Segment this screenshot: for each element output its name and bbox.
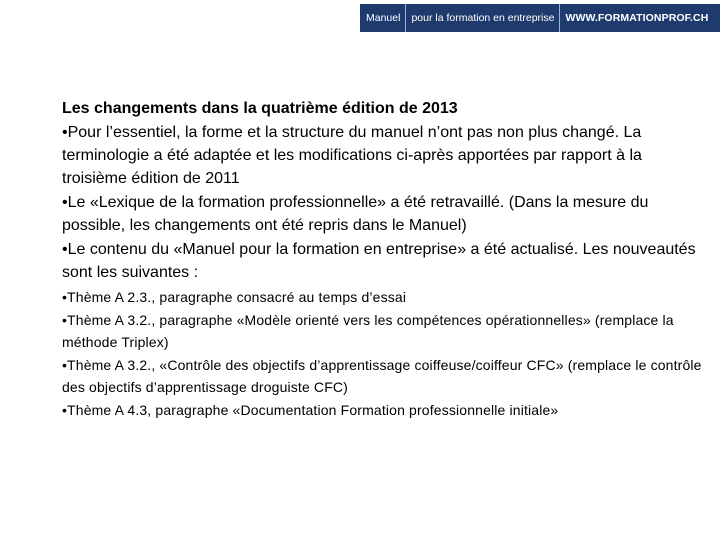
document-title: Les changements dans la quatrième édition de 2013 <box>62 100 458 117</box>
list-item: •Thème A 3.2., «Contrôle des objectifs d’apprentissage coiffeuse/coiffeur CFC» (remplace le contrôle des objectifs d’apprentissage droguiste CFC) <box>62 356 702 395</box>
header-manuel: Manuel <box>366 12 401 24</box>
paragraph: •Le contenu du «Manuel pour la formation en entreprise» a été actualisé. Les nouveautés sont les suivantes : <box>62 241 696 281</box>
novelty-list <box>62 286 702 421</box>
paragraph: •Le «Lexique de la formation professionnelle» a été retravaillé. (Dans la mesure du possible, les changements ont été repris dans le Manuel) <box>62 194 649 234</box>
list-item: •Thème A 3.2., paragraphe «Modèle orienté vers les compétences opérationnelles» (remplace la méthode Triplex) <box>62 311 674 350</box>
header-banner <box>360 4 720 32</box>
list-item: •Thème A 4.3, paragraphe «Documentation Formation professionnelle initiale» <box>62 401 559 418</box>
list-item: •Thème A 2.3., paragraphe consacré au temps d’essai <box>62 289 407 305</box>
header-site-link[interactable]: WWW.FORMATIONPROF.CH <box>565 12 709 24</box>
document-body <box>62 97 702 421</box>
header-subtitle: pour la formation en entreprise <box>411 12 555 24</box>
main-text-block <box>62 97 702 284</box>
paragraph: •Pour l’essentiel, la forme et la structure du manuel n’ont pas non plus changé. La terminologie a été adaptée et les modifications ci-après apportées par rapport à la troisième édition de 2011 <box>62 124 642 187</box>
